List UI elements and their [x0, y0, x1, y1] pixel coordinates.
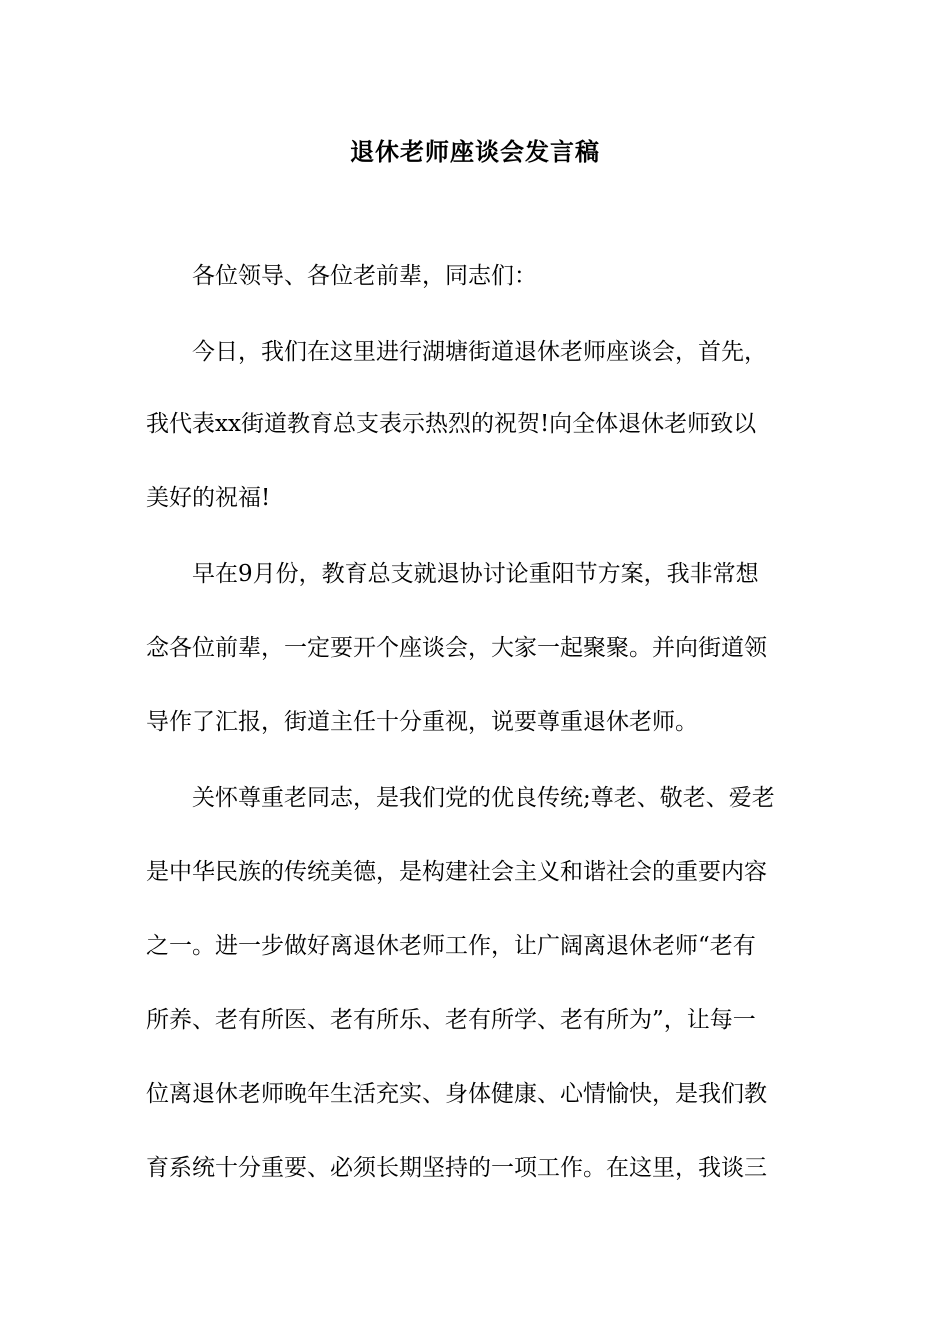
document-title: 退休老师座谈会发言稿 — [350, 137, 600, 166]
body-line: 位离退休老师晚年生活充实、身体健康、心情愉快，是我们教 — [146, 1081, 767, 1107]
body-line: 我代表xx街道教育总支表示热烈的祝贺!向全体退休老师致以 — [146, 411, 757, 437]
salutation-line: 各位领导、各位老前辈，同志们： — [192, 263, 537, 289]
body-line: 美好的祝福! — [146, 485, 271, 511]
body-line: 念各位前辈，一定要开个座谈会，大家一起聚聚。并向街道领 — [146, 635, 767, 661]
body-line: 之一。进一步做好离退休老师工作，让广阔离退休老师“老有 — [146, 933, 756, 959]
body-line: 所养、老有所医、老有所乐、老有所学、老有所为”，让每一 — [146, 1007, 756, 1033]
body-line: 关怀尊重老同志，是我们党的优良传统;尊老、敬老、爱老 — [192, 785, 775, 811]
body-line: 今日，我们在这里进行湖塘街道退休老师座谈会，首先， — [192, 339, 767, 365]
body-line: 早在9月份，教育总支就退协讨论重阳节方案，我非常想 — [192, 561, 759, 587]
body-line: 导作了汇报，街道主任十分重视，说要尊重退休老师。 — [146, 709, 698, 735]
body-line: 育系统十分重要、必须长期坚持的一项工作。在这里，我谈三 — [146, 1155, 767, 1181]
body-line: 是中华民族的传统美德，是构建社会主义和谐社会的重要内容 — [146, 859, 767, 885]
